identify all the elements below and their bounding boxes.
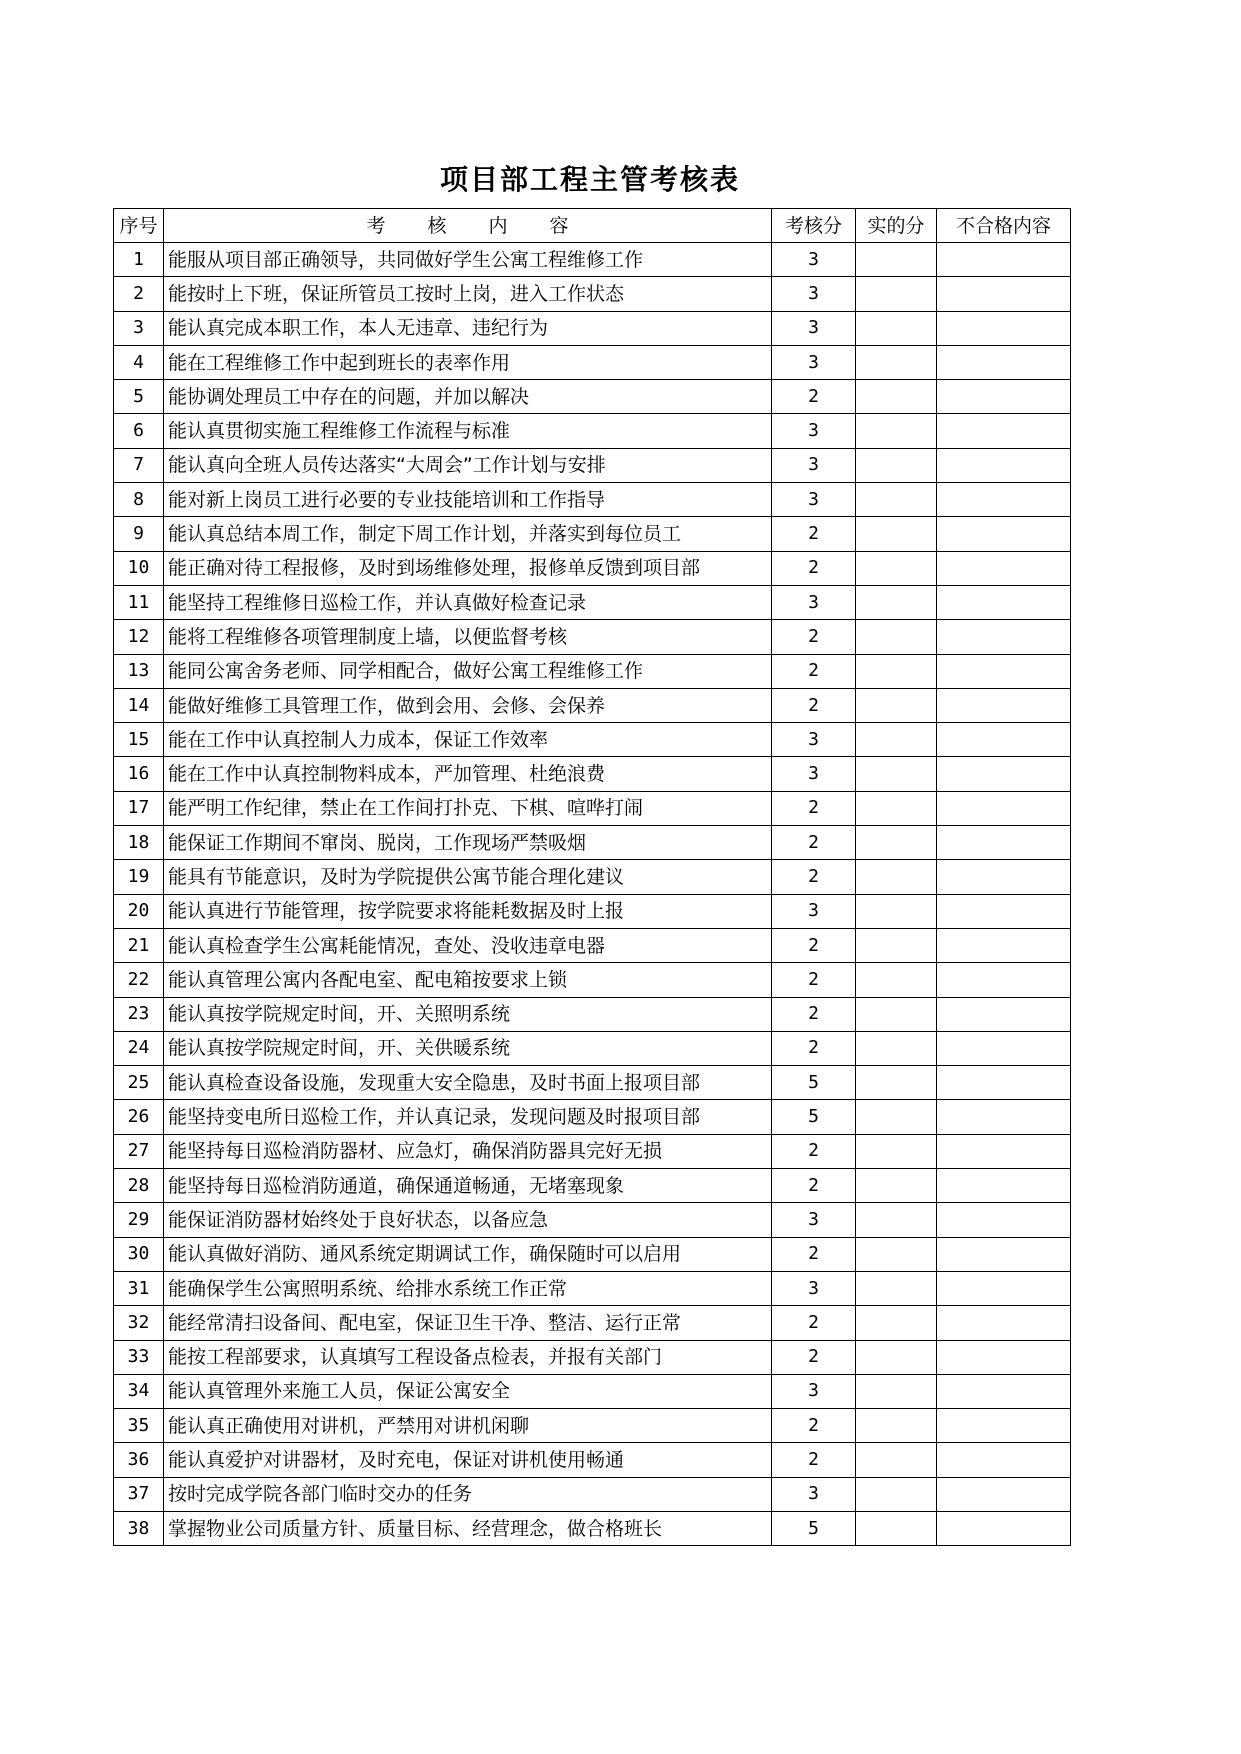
row-content: 能在工程维修工作中起到班长的表率作用	[164, 345, 772, 379]
row-number: 31	[114, 1271, 164, 1305]
row-score: 2	[772, 517, 856, 551]
page-title: 项目部工程主管考核表	[439, 163, 740, 196]
row-fail-content-cell[interactable]	[937, 1271, 1071, 1305]
row-content: 能认真按学院规定时间，开、关照明系统	[164, 997, 772, 1031]
row-score: 3	[772, 894, 856, 928]
row-content: 能按工程部要求，认真填写工程设备点检表，并报有关部门	[164, 1340, 772, 1374]
row-actual-score-cell[interactable]	[856, 1477, 937, 1511]
row-fail-content-cell[interactable]	[937, 1340, 1071, 1374]
row-content: 能在工作中认真控制物料成本，严加管理、杜绝浪费	[164, 757, 772, 791]
row-content: 能认真贯彻实施工程维修工作流程与标准	[164, 414, 772, 448]
row-content: 能做好维修工具管理工作，做到会用、会修、会保养	[164, 688, 772, 722]
row-number: 8	[114, 483, 164, 517]
table-row	[114, 1134, 1071, 1168]
table-body	[114, 243, 1071, 1546]
row-actual-score-cell[interactable]	[856, 1511, 937, 1545]
row-number: 11	[114, 585, 164, 619]
row-score: 3	[772, 1477, 856, 1511]
row-actual-score-cell[interactable]	[856, 928, 937, 962]
row-fail-content-cell[interactable]	[937, 1443, 1071, 1477]
table-row	[114, 1169, 1071, 1203]
row-number: 18	[114, 826, 164, 860]
row-number: 23	[114, 997, 164, 1031]
row-number: 4	[114, 345, 164, 379]
row-actual-score-cell[interactable]	[856, 791, 937, 825]
table-row	[114, 1477, 1071, 1511]
row-actual-score-cell[interactable]	[856, 757, 937, 791]
row-fail-content-cell[interactable]	[937, 380, 1071, 414]
row-content: 能认真做好消防、通风系统定期调试工作，确保随时可以启用	[164, 1237, 772, 1271]
row-actual-score-cell[interactable]	[856, 1374, 937, 1408]
table-row	[114, 654, 1071, 688]
row-actual-score-cell[interactable]	[856, 448, 937, 482]
row-number: 29	[114, 1203, 164, 1237]
row-content: 掌握物业公司质量方针、质量目标、经营理念，做合格班长	[164, 1511, 772, 1545]
row-content: 能在工作中认真控制人力成本，保证工作效率	[164, 723, 772, 757]
row-fail-content-cell[interactable]	[937, 1237, 1071, 1271]
row-number: 30	[114, 1237, 164, 1271]
row-actual-score-cell[interactable]	[856, 1066, 937, 1100]
table-row	[114, 277, 1071, 311]
row-fail-content-cell[interactable]	[937, 826, 1071, 860]
row-number: 26	[114, 1100, 164, 1134]
row-score: 5	[772, 1066, 856, 1100]
row-content: 能认真管理公寓内各配电室、配电箱按要求上锁	[164, 963, 772, 997]
table-row	[114, 1203, 1071, 1237]
row-fail-content-cell[interactable]	[937, 1511, 1071, 1545]
row-score: 2	[772, 791, 856, 825]
row-actual-score-cell[interactable]	[856, 860, 937, 894]
row-actual-score-cell[interactable]	[856, 551, 937, 585]
row-content: 能按时上下班，保证所管员工按时上岗，进入工作状态	[164, 277, 772, 311]
table-row	[114, 483, 1071, 517]
row-score: 2	[772, 1169, 856, 1203]
table-row	[114, 826, 1071, 860]
row-fail-content-cell[interactable]	[937, 1169, 1071, 1203]
row-content: 能严明工作纪律，禁止在工作间打扑克、下棋、喧哗打闹	[164, 791, 772, 825]
row-fail-content-cell[interactable]	[937, 551, 1071, 585]
row-score: 3	[772, 757, 856, 791]
row-number: 25	[114, 1066, 164, 1100]
row-content: 能坚持变电所日巡检工作，并认真记录，发现问题及时报项目部	[164, 1100, 772, 1134]
table-row	[114, 551, 1071, 585]
header-fail: 不合格内容	[937, 209, 1071, 243]
row-fail-content-cell[interactable]	[937, 414, 1071, 448]
row-score: 2	[772, 1237, 856, 1271]
row-actual-score-cell[interactable]	[856, 894, 937, 928]
header-actual: 实的分	[856, 209, 937, 243]
table-row	[114, 1100, 1071, 1134]
row-content: 能认真管理外来施工人员，保证公寓安全	[164, 1374, 772, 1408]
table-row	[114, 1066, 1071, 1100]
row-number: 27	[114, 1134, 164, 1168]
row-actual-score-cell[interactable]	[856, 414, 937, 448]
row-actual-score-cell[interactable]	[856, 620, 937, 654]
table-row	[114, 963, 1071, 997]
row-number: 32	[114, 1306, 164, 1340]
row-fail-content-cell[interactable]	[937, 654, 1071, 688]
row-fail-content-cell[interactable]	[937, 1203, 1071, 1237]
row-actual-score-cell[interactable]	[856, 585, 937, 619]
row-fail-content-cell[interactable]	[937, 277, 1071, 311]
row-number: 22	[114, 963, 164, 997]
row-number: 7	[114, 448, 164, 482]
row-content: 能认真爱护对讲器材，及时充电，保证对讲机使用畅通	[164, 1443, 772, 1477]
table-row	[114, 1237, 1071, 1271]
row-number: 3	[114, 311, 164, 345]
row-score: 2	[772, 620, 856, 654]
row-score: 2	[772, 688, 856, 722]
row-fail-content-cell[interactable]	[937, 860, 1071, 894]
row-content: 能将工程维修各项管理制度上墙，以便监督考核	[164, 620, 772, 654]
row-content: 能正确对待工程报修，及时到场维修处理，报修单反馈到项目部	[164, 551, 772, 585]
row-fail-content-cell[interactable]	[937, 448, 1071, 482]
row-score: 3	[772, 277, 856, 311]
header-num: 序号	[114, 209, 164, 243]
table-header-row	[114, 209, 1071, 243]
table-row	[114, 1374, 1071, 1408]
row-score: 2	[772, 1443, 856, 1477]
row-content: 能确保学生公寓照明系统、给排水系统工作正常	[164, 1271, 772, 1305]
row-score: 3	[772, 585, 856, 619]
table-row	[114, 585, 1071, 619]
row-number: 28	[114, 1169, 164, 1203]
row-actual-score-cell[interactable]	[856, 1134, 937, 1168]
row-score: 3	[772, 1271, 856, 1305]
row-fail-content-cell[interactable]	[937, 483, 1071, 517]
row-actual-score-cell[interactable]	[856, 1169, 937, 1203]
row-actual-score-cell[interactable]	[856, 654, 937, 688]
row-content: 能对新上岗员工进行必要的专业技能培训和工作指导	[164, 483, 772, 517]
row-actual-score-cell[interactable]	[856, 243, 937, 277]
row-actual-score-cell[interactable]	[856, 688, 937, 722]
row-content: 能认真向全班人员传达落实“大周会”工作计划与安排	[164, 448, 772, 482]
row-content: 按时完成学院各部门临时交办的任务	[164, 1477, 772, 1511]
row-actual-score-cell[interactable]	[856, 826, 937, 860]
row-score: 5	[772, 1511, 856, 1545]
row-fail-content-cell[interactable]	[937, 1031, 1071, 1065]
table-row	[114, 1271, 1071, 1305]
row-actual-score-cell[interactable]	[856, 517, 937, 551]
row-score: 3	[772, 448, 856, 482]
table-row	[114, 311, 1071, 345]
row-fail-content-cell[interactable]	[937, 1100, 1071, 1134]
row-content: 能认真总结本周工作，制定下周工作计划，并落实到每位员工	[164, 517, 772, 551]
row-fail-content-cell[interactable]	[937, 1134, 1071, 1168]
row-actual-score-cell[interactable]	[856, 277, 937, 311]
row-number: 35	[114, 1409, 164, 1443]
row-number: 16	[114, 757, 164, 791]
row-score: 2	[772, 997, 856, 1031]
table-row	[114, 1409, 1071, 1443]
row-number: 20	[114, 894, 164, 928]
row-number: 38	[114, 1511, 164, 1545]
table-row	[114, 414, 1071, 448]
row-content: 能认真完成本职工作，本人无违章、违纪行为	[164, 311, 772, 345]
row-content: 能坚持每日巡检消防通道，确保通道畅通，无堵塞现象	[164, 1169, 772, 1203]
row-number: 12	[114, 620, 164, 654]
row-number: 14	[114, 688, 164, 722]
row-number: 10	[114, 551, 164, 585]
row-fail-content-cell[interactable]	[937, 757, 1071, 791]
row-fail-content-cell[interactable]	[937, 791, 1071, 825]
row-fail-content-cell[interactable]	[937, 1477, 1071, 1511]
row-actual-score-cell[interactable]	[856, 1100, 937, 1134]
row-score: 3	[772, 1203, 856, 1237]
row-actual-score-cell[interactable]	[856, 1443, 937, 1477]
header-score: 考核分	[772, 209, 856, 243]
header-content: 考 核 内 容	[164, 209, 772, 243]
row-fail-content-cell[interactable]	[937, 345, 1071, 379]
table-row	[114, 517, 1071, 551]
row-number: 15	[114, 723, 164, 757]
row-actual-score-cell[interactable]	[856, 1340, 937, 1374]
row-number: 21	[114, 928, 164, 962]
row-score: 2	[772, 1306, 856, 1340]
row-fail-content-cell[interactable]	[937, 1409, 1071, 1443]
row-number: 9	[114, 517, 164, 551]
row-number: 36	[114, 1443, 164, 1477]
table-row	[114, 688, 1071, 722]
row-content: 能具有节能意识，及时为学院提供公寓节能合理化建议	[164, 860, 772, 894]
row-content: 能坚持每日巡检消防器材、应急灯，确保消防器具完好无损	[164, 1134, 772, 1168]
row-content: 能服从项目部正确领导，共同做好学生公寓工程维修工作	[164, 243, 772, 277]
table-row	[114, 757, 1071, 791]
row-number: 6	[114, 414, 164, 448]
row-fail-content-cell[interactable]	[937, 1066, 1071, 1100]
row-score: 2	[772, 1340, 856, 1374]
row-score: 2	[772, 380, 856, 414]
row-score: 3	[772, 1374, 856, 1408]
row-number: 5	[114, 380, 164, 414]
row-content: 能坚持工程维修日巡检工作，并认真做好检查记录	[164, 585, 772, 619]
row-actual-score-cell[interactable]	[856, 311, 937, 345]
table-row	[114, 1031, 1071, 1065]
table-row	[114, 860, 1071, 894]
row-score: 2	[772, 551, 856, 585]
row-fail-content-cell[interactable]	[937, 517, 1071, 551]
row-actual-score-cell[interactable]	[856, 1237, 937, 1271]
row-content: 能认真按学院规定时间，开、关供暖系统	[164, 1031, 772, 1065]
row-actual-score-cell[interactable]	[856, 1409, 937, 1443]
row-fail-content-cell[interactable]	[937, 963, 1071, 997]
row-score: 2	[772, 860, 856, 894]
row-actual-score-cell[interactable]	[856, 997, 937, 1031]
table-row	[114, 928, 1071, 962]
row-number: 37	[114, 1477, 164, 1511]
row-actual-score-cell[interactable]	[856, 1306, 937, 1340]
table-row	[114, 723, 1071, 757]
row-content: 能认真检查设备设施，发现重大安全隐患，及时书面上报项目部	[164, 1066, 772, 1100]
row-score: 2	[772, 654, 856, 688]
table-row	[114, 1443, 1071, 1477]
row-score: 2	[772, 1031, 856, 1065]
row-actual-score-cell[interactable]	[856, 345, 937, 379]
row-score: 3	[772, 723, 856, 757]
row-content: 能同公寓舍务老师、同学相配合，做好公寓工程维修工作	[164, 654, 772, 688]
row-number: 19	[114, 860, 164, 894]
row-score: 2	[772, 928, 856, 962]
row-content: 能保证消防器材始终处于良好状态，以备应急	[164, 1203, 772, 1237]
row-content: 能协调处理员工中存在的问题，并加以解决	[164, 380, 772, 414]
row-score: 3	[772, 311, 856, 345]
row-actual-score-cell[interactable]	[856, 483, 937, 517]
row-content: 能认真正确使用对讲机，严禁用对讲机闲聊	[164, 1409, 772, 1443]
assessment-table	[113, 208, 1071, 1546]
row-fail-content-cell[interactable]	[937, 1374, 1071, 1408]
row-score: 2	[772, 963, 856, 997]
row-number: 13	[114, 654, 164, 688]
row-fail-content-cell[interactable]	[937, 585, 1071, 619]
table-row	[114, 791, 1071, 825]
row-actual-score-cell[interactable]	[856, 723, 937, 757]
row-score: 3	[772, 483, 856, 517]
row-number: 17	[114, 791, 164, 825]
table-row	[114, 1306, 1071, 1340]
row-fail-content-cell[interactable]	[937, 723, 1071, 757]
row-fail-content-cell[interactable]	[937, 311, 1071, 345]
row-score: 2	[772, 1134, 856, 1168]
table-row	[114, 243, 1071, 277]
row-actual-score-cell[interactable]	[856, 1031, 937, 1065]
row-content: 能认真进行节能管理，按学院要求将能耗数据及时上报	[164, 894, 772, 928]
row-actual-score-cell[interactable]	[856, 963, 937, 997]
row-score: 3	[772, 414, 856, 448]
table-row	[114, 345, 1071, 379]
table-row	[114, 1511, 1071, 1545]
row-fail-content-cell[interactable]	[937, 997, 1071, 1031]
row-content: 能认真检查学生公寓耗能情况，查处、没收违章电器	[164, 928, 772, 962]
row-fail-content-cell[interactable]	[937, 1306, 1071, 1340]
table-row	[114, 620, 1071, 654]
row-number: 2	[114, 277, 164, 311]
row-number: 1	[114, 243, 164, 277]
row-content: 能经常清扫设备间、配电室，保证卫生干净、整洁、运行正常	[164, 1306, 772, 1340]
row-actual-score-cell[interactable]	[856, 1203, 937, 1237]
row-content: 能保证工作期间不窜岗、脱岗，工作现场严禁吸烟	[164, 826, 772, 860]
row-fail-content-cell[interactable]	[937, 620, 1071, 654]
row-fail-content-cell[interactable]	[937, 688, 1071, 722]
table-row	[114, 997, 1071, 1031]
row-fail-content-cell[interactable]	[937, 894, 1071, 928]
row-score: 5	[772, 1100, 856, 1134]
row-number: 33	[114, 1340, 164, 1374]
row-actual-score-cell[interactable]	[856, 380, 937, 414]
row-score: 2	[772, 826, 856, 860]
row-fail-content-cell[interactable]	[937, 928, 1071, 962]
table-row	[114, 448, 1071, 482]
row-fail-content-cell[interactable]	[937, 243, 1071, 277]
row-score: 2	[772, 1409, 856, 1443]
table-row	[114, 1340, 1071, 1374]
row-number: 34	[114, 1374, 164, 1408]
row-score: 3	[772, 243, 856, 277]
row-number: 24	[114, 1031, 164, 1065]
table-row	[114, 894, 1071, 928]
table-row	[114, 380, 1071, 414]
row-score: 3	[772, 345, 856, 379]
row-actual-score-cell[interactable]	[856, 1271, 937, 1305]
